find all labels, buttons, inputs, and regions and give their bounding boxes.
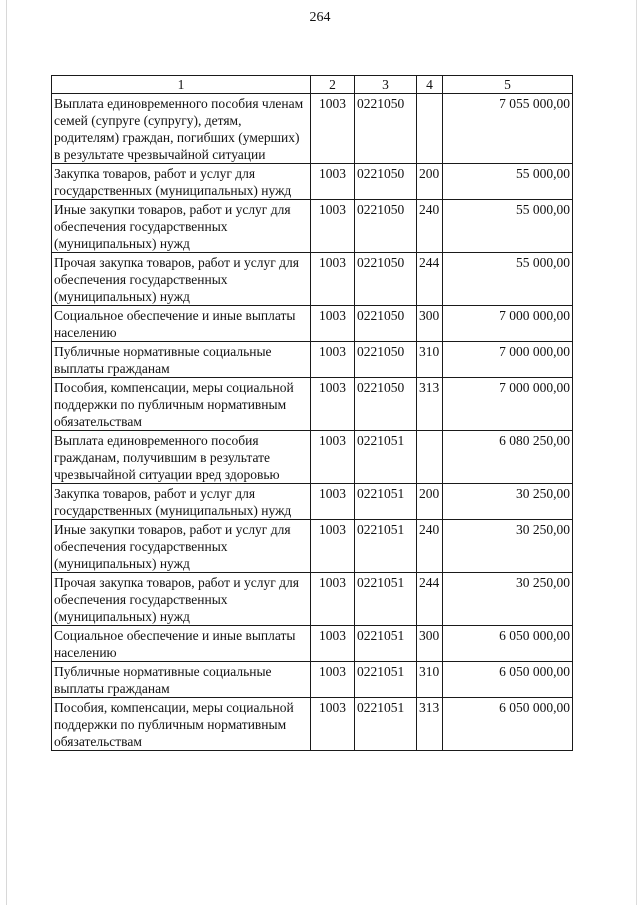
cell-expense-type: 244 bbox=[417, 253, 443, 306]
cell-expense-type: 313 bbox=[417, 378, 443, 431]
cell-section: 1003 bbox=[311, 94, 355, 164]
cell-amount: 55 000,00 bbox=[443, 200, 573, 253]
table-row bbox=[52, 626, 573, 662]
cell-expense-type: 300 bbox=[417, 626, 443, 662]
cell-amount: 6 050 000,00 bbox=[443, 662, 573, 698]
table-body bbox=[52, 94, 573, 751]
cell-amount: 7 000 000,00 bbox=[443, 342, 573, 378]
header-col-2: 2 bbox=[311, 76, 355, 94]
cell-name: Публичные нормативные социальные выплаты гражданам bbox=[52, 342, 311, 378]
cell-expense-type: 200 bbox=[417, 164, 443, 200]
header-row bbox=[52, 76, 573, 94]
cell-amount: 7 000 000,00 bbox=[443, 306, 573, 342]
table-row bbox=[52, 520, 573, 573]
cell-expense-type: 244 bbox=[417, 573, 443, 626]
cell-target-article: 0221051 bbox=[355, 520, 417, 573]
cell-amount: 6 080 250,00 bbox=[443, 431, 573, 484]
table-row bbox=[52, 662, 573, 698]
cell-amount: 55 000,00 bbox=[443, 253, 573, 306]
cell-target-article: 0221050 bbox=[355, 200, 417, 253]
cell-expense-type: 240 bbox=[417, 200, 443, 253]
cell-name: Социальное обеспечение и иные выплаты населению bbox=[52, 626, 311, 662]
cell-target-article: 0221051 bbox=[355, 698, 417, 751]
cell-amount: 6 050 000,00 bbox=[443, 626, 573, 662]
header-col-3: 3 bbox=[355, 76, 417, 94]
cell-section: 1003 bbox=[311, 484, 355, 520]
cell-target-article: 0221051 bbox=[355, 484, 417, 520]
cell-section: 1003 bbox=[311, 378, 355, 431]
cell-amount: 7 055 000,00 bbox=[443, 94, 573, 164]
cell-expense-type bbox=[417, 94, 443, 164]
cell-section: 1003 bbox=[311, 662, 355, 698]
cell-section: 1003 bbox=[311, 200, 355, 253]
header-col-1: 1 bbox=[52, 76, 311, 94]
cell-expense-type bbox=[417, 431, 443, 484]
cell-target-article: 0221050 bbox=[355, 94, 417, 164]
cell-section: 1003 bbox=[311, 431, 355, 484]
scan-edge-left bbox=[6, 0, 7, 905]
cell-name: Иные закупки товаров, работ и услуг для обеспечения государственных (муниципальных) нужд bbox=[52, 520, 311, 573]
cell-section: 1003 bbox=[311, 520, 355, 573]
table-row bbox=[52, 698, 573, 751]
cell-target-article: 0221051 bbox=[355, 573, 417, 626]
cell-section: 1003 bbox=[311, 626, 355, 662]
budget-table bbox=[51, 75, 573, 751]
cell-name: Пособия, компенсации, меры социальной поддержки по публичным нормативным обязательствам bbox=[52, 378, 311, 431]
page-number: 264 bbox=[309, 10, 331, 25]
table-row bbox=[52, 431, 573, 484]
cell-target-article: 0221050 bbox=[355, 164, 417, 200]
scan-edge-right bbox=[636, 0, 637, 905]
table-row bbox=[52, 306, 573, 342]
cell-target-article: 0221051 bbox=[355, 662, 417, 698]
header-col-5: 5 bbox=[443, 76, 573, 94]
table-row bbox=[52, 342, 573, 378]
table-row bbox=[52, 484, 573, 520]
cell-name: Иные закупки товаров, работ и услуг для обеспечения государственных (муниципальных) нужд bbox=[52, 200, 311, 253]
cell-name: Пособия, компенсации, меры социальной поддержки по публичным нормативным обязательствам bbox=[52, 698, 311, 751]
cell-name: Прочая закупка товаров, работ и услуг для обеспечения государственных (муниципальных) нужд bbox=[52, 253, 311, 306]
cell-target-article: 0221051 bbox=[355, 626, 417, 662]
cell-target-article: 0221050 bbox=[355, 378, 417, 431]
cell-name: Выплата единовременного пособия членам семей (супруге (супругу), детям, родителям) граждан, погибших (умерших) в результате чрезвычайной ситуации bbox=[52, 94, 311, 164]
table-row bbox=[52, 253, 573, 306]
cell-amount: 55 000,00 bbox=[443, 164, 573, 200]
cell-amount: 6 050 000,00 bbox=[443, 698, 573, 751]
cell-amount: 7 000 000,00 bbox=[443, 378, 573, 431]
table-row bbox=[52, 378, 573, 431]
table-row bbox=[52, 573, 573, 626]
cell-expense-type: 310 bbox=[417, 342, 443, 378]
cell-section: 1003 bbox=[311, 306, 355, 342]
cell-target-article: 0221050 bbox=[355, 306, 417, 342]
cell-name: Закупка товаров, работ и услуг для государственных (муниципальных) нужд bbox=[52, 164, 311, 200]
cell-target-article: 0221050 bbox=[355, 342, 417, 378]
cell-amount: 30 250,00 bbox=[443, 484, 573, 520]
cell-section: 1003 bbox=[311, 253, 355, 306]
table-row bbox=[52, 94, 573, 164]
cell-expense-type: 240 bbox=[417, 520, 443, 573]
table-header bbox=[52, 76, 573, 94]
header-col-4: 4 bbox=[417, 76, 443, 94]
cell-target-article: 0221051 bbox=[355, 431, 417, 484]
cell-name: Публичные нормативные социальные выплаты гражданам bbox=[52, 662, 311, 698]
cell-name: Социальное обеспечение и иные выплаты населению bbox=[52, 306, 311, 342]
table-row bbox=[52, 200, 573, 253]
cell-section: 1003 bbox=[311, 164, 355, 200]
cell-amount: 30 250,00 bbox=[443, 520, 573, 573]
cell-expense-type: 313 bbox=[417, 698, 443, 751]
cell-section: 1003 bbox=[311, 573, 355, 626]
cell-name: Прочая закупка товаров, работ и услуг для обеспечения государственных (муниципальных) нужд bbox=[52, 573, 311, 626]
table-row bbox=[52, 164, 573, 200]
cell-name: Выплата единовременного пособия гражданам, получившим в результате чрезвычайной ситуации вред здоровью bbox=[52, 431, 311, 484]
cell-target-article: 0221050 bbox=[355, 253, 417, 306]
cell-section: 1003 bbox=[311, 342, 355, 378]
cell-expense-type: 310 bbox=[417, 662, 443, 698]
cell-name: Закупка товаров, работ и услуг для государственных (муниципальных) нужд bbox=[52, 484, 311, 520]
cell-expense-type: 300 bbox=[417, 306, 443, 342]
cell-section: 1003 bbox=[311, 698, 355, 751]
cell-expense-type: 200 bbox=[417, 484, 443, 520]
cell-amount: 30 250,00 bbox=[443, 573, 573, 626]
